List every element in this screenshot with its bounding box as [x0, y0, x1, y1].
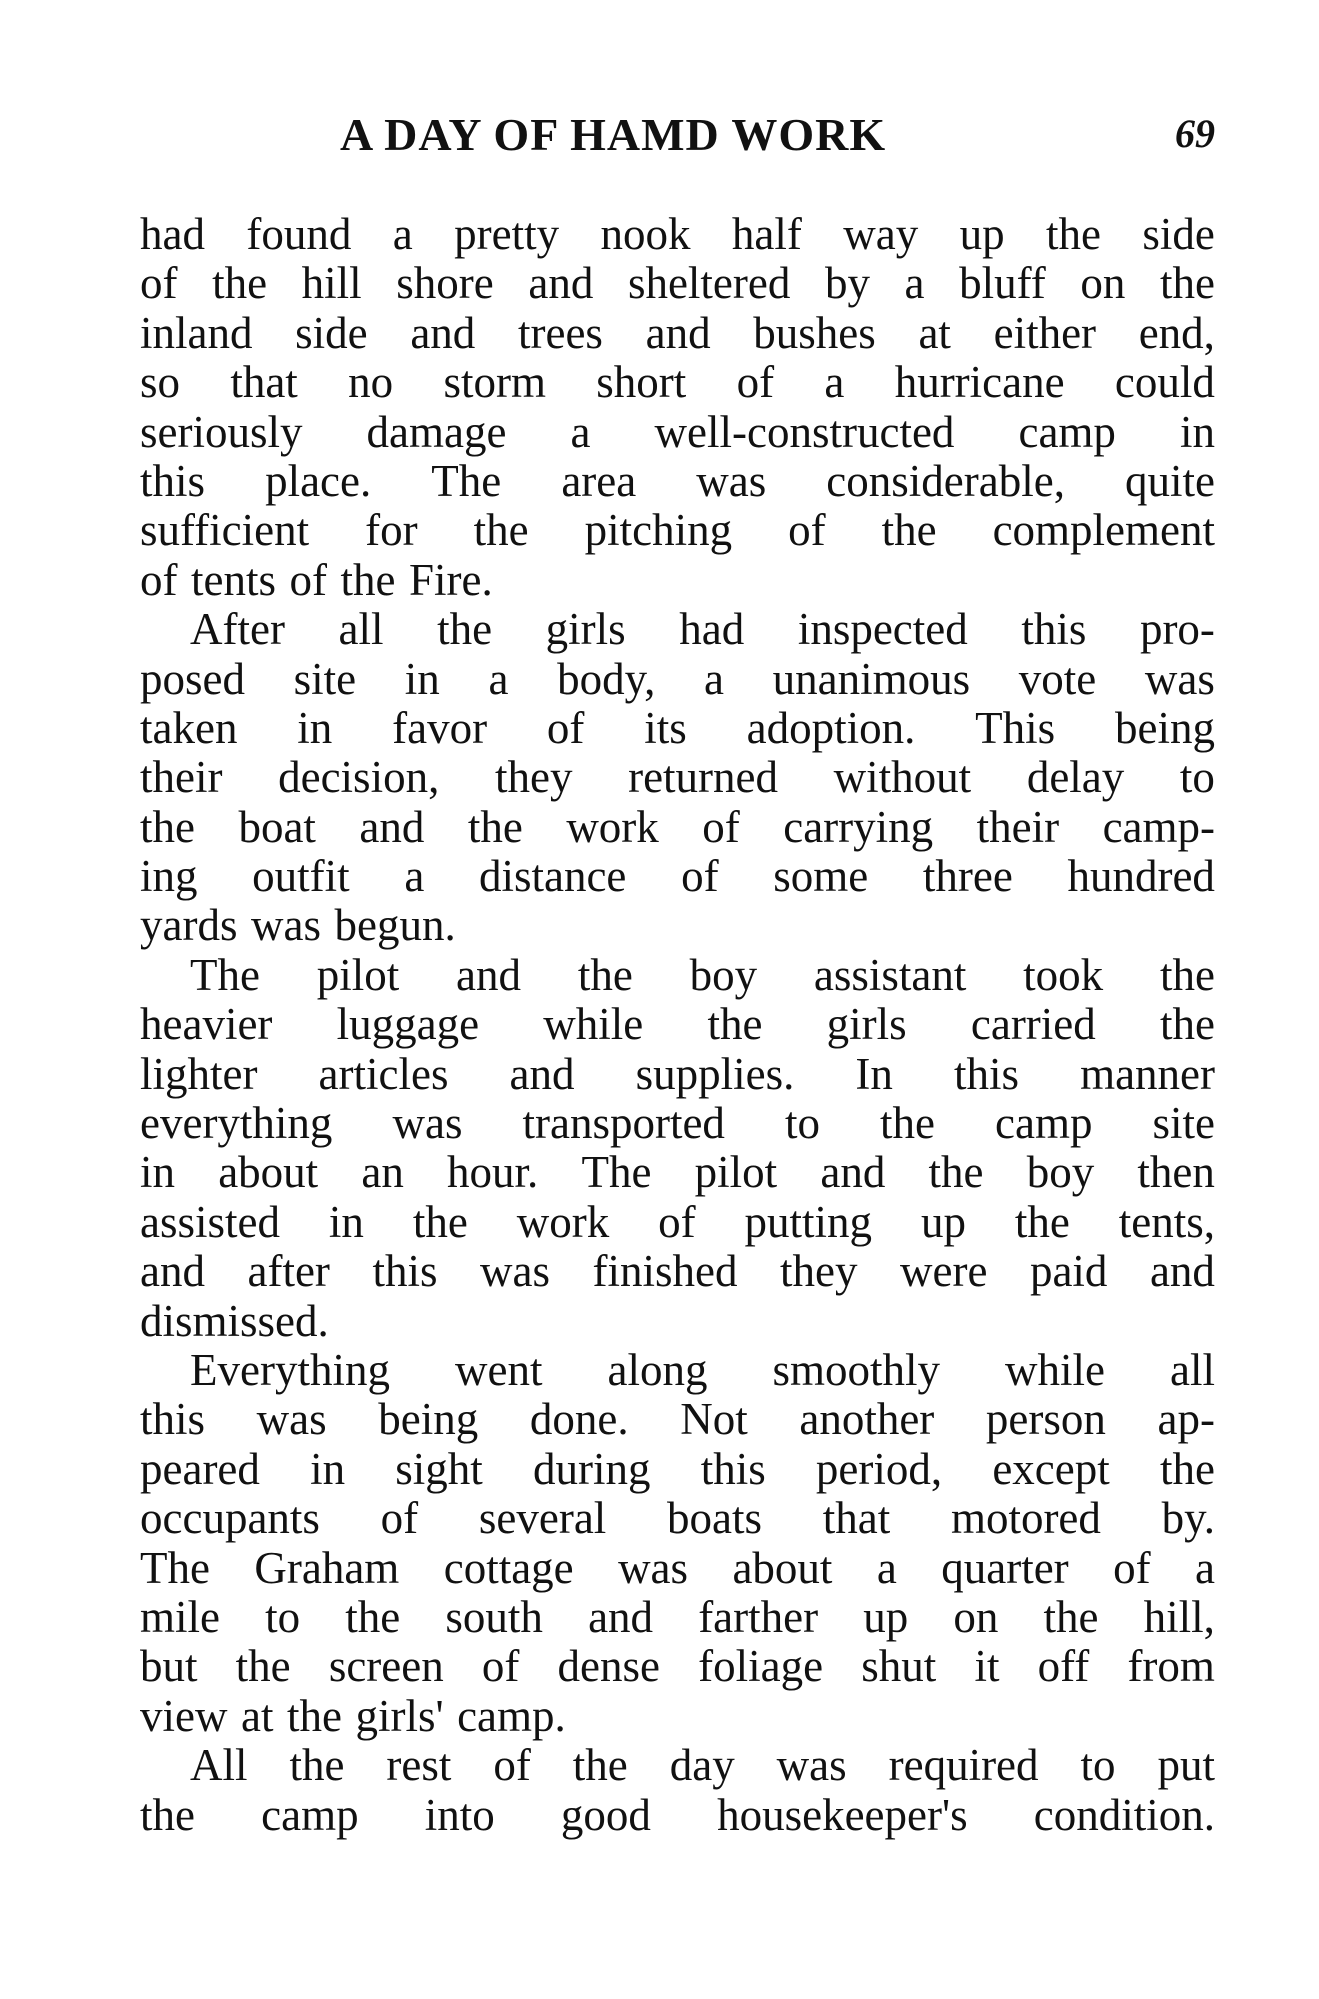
- word: shut: [861, 1641, 937, 1692]
- word: a: [404, 851, 425, 902]
- word: carried: [970, 999, 1096, 1050]
- word: by.: [1161, 1493, 1215, 1544]
- word: side: [295, 307, 368, 358]
- word: boy: [1026, 1147, 1095, 1198]
- word: trees: [517, 307, 603, 358]
- word: then: [1137, 1147, 1215, 1198]
- word: in: [140, 1147, 176, 1198]
- word: this: [372, 1246, 438, 1297]
- word: All: [190, 1740, 248, 1791]
- word: but: [140, 1641, 198, 1692]
- word: returned: [628, 752, 779, 803]
- word: it: [974, 1641, 1000, 1692]
- text-line: [140, 803, 1215, 852]
- word: the: [212, 258, 268, 309]
- word: luggage: [336, 999, 480, 1050]
- word: decision,: [278, 752, 440, 803]
- word: The: [190, 949, 260, 1000]
- word: the: [235, 1641, 291, 1692]
- word: and: [528, 258, 594, 309]
- word: the: [928, 1147, 984, 1198]
- word: of: [481, 1641, 520, 1692]
- word: this: [1021, 604, 1087, 655]
- word: hill,: [1143, 1591, 1215, 1642]
- word: quarter: [941, 1542, 1069, 1593]
- word: of: [140, 554, 178, 605]
- word: assistant: [813, 949, 967, 1000]
- word: posed: [140, 653, 245, 704]
- word: in: [1179, 406, 1215, 457]
- word: pro-: [1139, 604, 1215, 655]
- word: no: [348, 357, 394, 408]
- word: a: [876, 1542, 897, 1593]
- word: had: [679, 604, 745, 655]
- word: while: [1005, 1344, 1105, 1395]
- word: except: [992, 1443, 1110, 1494]
- word: in: [310, 1443, 346, 1494]
- word: an: [361, 1147, 404, 1198]
- word: the: [289, 1740, 345, 1791]
- word: in: [328, 1196, 364, 1247]
- word: site: [293, 653, 357, 704]
- word: and: [359, 801, 425, 852]
- word: while: [543, 999, 644, 1050]
- word: that: [230, 357, 298, 408]
- word: transported: [522, 1098, 725, 1149]
- word: camp: [261, 1789, 359, 1840]
- text-line: [140, 655, 1215, 704]
- word: well-constructed: [654, 406, 955, 457]
- word: its: [644, 702, 687, 753]
- word: girls: [545, 604, 626, 655]
- word: three: [922, 851, 1013, 902]
- text-line: [140, 1247, 1215, 1296]
- text-line: [140, 1642, 1215, 1691]
- word: the: [467, 801, 523, 852]
- word: after: [247, 1246, 330, 1297]
- word: side: [1142, 209, 1215, 259]
- word: of: [788, 505, 826, 556]
- text-line: [140, 951, 1215, 1000]
- word: yards: [140, 900, 238, 951]
- word: of: [702, 801, 740, 852]
- word: bluff: [959, 258, 1046, 309]
- word: up: [863, 1591, 909, 1642]
- word: girls': [355, 1690, 444, 1741]
- word: during: [533, 1443, 651, 1494]
- word: smoothly: [772, 1344, 940, 1395]
- word: everything: [140, 1098, 333, 1149]
- word: unanimous: [772, 653, 971, 704]
- word: that: [822, 1493, 891, 1544]
- word: up: [920, 1196, 966, 1247]
- text-line: [140, 1050, 1215, 1099]
- word: assisted: [140, 1196, 280, 1247]
- word: lighter: [140, 1048, 258, 1099]
- text-line: [140, 1445, 1215, 1494]
- word: off: [1037, 1641, 1090, 1692]
- text-line: [140, 1494, 1215, 1543]
- word: of: [380, 1493, 419, 1544]
- word: farther: [698, 1591, 819, 1642]
- word: place.: [265, 455, 372, 506]
- word: a: [392, 209, 413, 259]
- word: were: [899, 1246, 988, 1297]
- word: a: [1194, 1542, 1215, 1593]
- word: person: [985, 1394, 1106, 1445]
- word: some: [773, 851, 869, 902]
- word: and: [410, 307, 476, 358]
- word: distance: [478, 851, 627, 902]
- word: done.: [529, 1394, 629, 1445]
- word: half: [731, 209, 802, 259]
- word: in: [297, 702, 333, 753]
- word: vote: [1018, 653, 1097, 704]
- word: The: [431, 455, 502, 506]
- word: along: [607, 1344, 708, 1395]
- word: inspected: [797, 604, 968, 655]
- body-text: [140, 210, 1215, 1840]
- word: a: [704, 653, 725, 704]
- word: taken: [140, 702, 238, 753]
- text-line: [140, 1544, 1215, 1593]
- word: favor: [392, 702, 488, 753]
- word: work: [566, 801, 659, 852]
- text-line: [140, 1791, 1215, 1840]
- word: by: [824, 258, 870, 309]
- word: inland: [140, 307, 253, 358]
- word: dismissed.: [140, 1295, 329, 1346]
- word: a: [904, 258, 925, 309]
- word: mile: [140, 1591, 220, 1642]
- word: put: [1157, 1740, 1215, 1791]
- word: this: [700, 1443, 766, 1494]
- word: considerable,: [826, 455, 1065, 506]
- word: to: [1179, 752, 1215, 803]
- word: on: [953, 1591, 999, 1642]
- word: area: [561, 455, 637, 506]
- word: ing: [140, 851, 198, 902]
- word: occupants: [140, 1493, 320, 1544]
- word: the: [473, 505, 529, 556]
- text-line: [140, 1593, 1215, 1642]
- word: sufficient: [140, 505, 310, 556]
- word: In: [855, 1048, 893, 1099]
- text-line: [140, 1297, 1215, 1346]
- word: site: [1152, 1098, 1215, 1149]
- word: pilot: [316, 949, 400, 1000]
- word: tents: [191, 554, 276, 605]
- word: foliage: [698, 1641, 824, 1692]
- word: being: [378, 1394, 479, 1445]
- word: and: [820, 1147, 886, 1198]
- page-number: 69: [1175, 111, 1215, 156]
- word: the: [437, 604, 493, 655]
- word: found: [246, 209, 352, 259]
- word: this: [140, 455, 206, 506]
- word: hurricane: [894, 357, 1065, 408]
- word: hill: [301, 258, 362, 309]
- word: all: [338, 604, 384, 655]
- word: paid: [1029, 1246, 1108, 1297]
- word: to: [784, 1098, 820, 1149]
- word: was: [1144, 653, 1215, 704]
- word: was: [696, 455, 767, 506]
- word: the: [1159, 999, 1215, 1050]
- word: all: [1170, 1344, 1215, 1395]
- word: damage: [366, 406, 507, 457]
- word: into: [424, 1789, 495, 1840]
- word: sheltered: [627, 258, 791, 309]
- word: of: [493, 1740, 531, 1791]
- word: articles: [318, 1048, 449, 1099]
- word: camp: [995, 1098, 1093, 1149]
- word: to: [265, 1591, 301, 1642]
- word: Not: [680, 1394, 748, 1445]
- word: was: [776, 1740, 847, 1791]
- word: good: [560, 1789, 651, 1840]
- word: short: [596, 357, 687, 408]
- word: pitching: [584, 505, 733, 556]
- word: the: [1159, 1443, 1215, 1494]
- word: shore: [396, 258, 494, 309]
- word: body,: [557, 653, 656, 704]
- word: required: [888, 1740, 1039, 1791]
- word: carrying: [783, 801, 934, 852]
- word: south: [445, 1591, 543, 1642]
- word: girls: [826, 999, 907, 1050]
- word: was: [479, 1246, 550, 1297]
- word: condition.: [1033, 1789, 1215, 1840]
- word: could: [1114, 357, 1215, 408]
- word: After: [190, 604, 285, 655]
- word: so: [140, 357, 181, 408]
- word: was: [256, 1394, 327, 1445]
- running-title: A DAY OF HAMD WORK: [340, 109, 887, 160]
- word: way: [843, 209, 919, 259]
- word: storm: [443, 357, 546, 408]
- word: period,: [815, 1443, 943, 1494]
- word: the: [707, 999, 763, 1050]
- word: they: [779, 1246, 858, 1297]
- word: motored: [950, 1493, 1101, 1544]
- word: nook: [600, 209, 691, 259]
- text-line: [140, 259, 1215, 308]
- word: Everything: [190, 1344, 390, 1395]
- word: either: [993, 307, 1097, 358]
- word: peared: [140, 1443, 260, 1494]
- word: screen: [328, 1641, 444, 1692]
- word: dense: [557, 1641, 661, 1692]
- word: the: [340, 554, 396, 605]
- text-line: [140, 1148, 1215, 1197]
- word: about: [218, 1147, 319, 1198]
- word: for: [365, 505, 418, 556]
- word: hour.: [447, 1147, 539, 1198]
- text-line: [140, 408, 1215, 457]
- word: and: [509, 1048, 575, 1099]
- text-line: [140, 1346, 1215, 1395]
- word: and: [456, 949, 522, 1000]
- text-line: [140, 210, 1215, 259]
- word: view: [140, 1690, 228, 1741]
- word: of: [658, 1196, 696, 1247]
- word: seriously: [140, 406, 303, 457]
- word: of: [736, 357, 775, 408]
- text-line: [140, 1099, 1215, 1148]
- word: the: [881, 505, 937, 556]
- word: the: [412, 1196, 468, 1247]
- word: went: [454, 1344, 543, 1395]
- word: of: [140, 258, 178, 309]
- word: was: [392, 1098, 463, 1149]
- word: a: [570, 406, 591, 457]
- word: day: [669, 1740, 735, 1791]
- word: the: [140, 1789, 195, 1840]
- word: about: [732, 1542, 833, 1593]
- word: ap-: [1157, 1394, 1215, 1445]
- word: took: [1023, 949, 1104, 1000]
- word: Fire.: [408, 554, 493, 605]
- word: to: [1080, 1740, 1116, 1791]
- word: from: [1127, 1641, 1215, 1692]
- word: the: [1159, 258, 1215, 309]
- word: and: [1149, 1246, 1215, 1297]
- text-line: [140, 309, 1215, 358]
- text-line: [140, 1395, 1215, 1444]
- word: This: [975, 702, 1056, 753]
- word: several: [478, 1493, 607, 1544]
- word: camp-: [1102, 801, 1215, 852]
- word: The: [581, 1147, 652, 1198]
- word: quite: [1125, 455, 1215, 506]
- word: was: [250, 900, 321, 951]
- text-line: [140, 852, 1215, 901]
- word: the: [140, 801, 195, 852]
- word: of: [546, 702, 585, 753]
- word: the: [572, 1740, 628, 1791]
- word: the: [1159, 949, 1215, 1000]
- word: boats: [667, 1493, 763, 1544]
- word: their: [140, 752, 223, 803]
- word: adoption.: [746, 702, 916, 753]
- word: heavier: [140, 999, 273, 1050]
- word: at: [918, 307, 951, 358]
- word: being: [1115, 702, 1215, 753]
- word: a: [824, 357, 845, 408]
- word: in: [404, 653, 440, 704]
- word: they: [494, 752, 573, 803]
- word: this: [953, 1048, 1019, 1099]
- text-line: [140, 556, 1215, 605]
- text-line: [140, 901, 1215, 950]
- word: work: [516, 1196, 610, 1247]
- word: complement: [992, 505, 1215, 556]
- word: Graham: [254, 1542, 400, 1593]
- word: the: [1014, 1196, 1070, 1247]
- word: of: [1113, 1542, 1151, 1593]
- word: manner: [1080, 1048, 1215, 1099]
- word: their: [976, 801, 1060, 852]
- word: putting: [744, 1196, 873, 1247]
- word: the: [577, 949, 633, 1000]
- word: The: [140, 1542, 210, 1593]
- word: the: [345, 1591, 401, 1642]
- word: begun.: [334, 900, 456, 951]
- text-line: [140, 605, 1215, 654]
- word: cottage: [443, 1542, 574, 1593]
- text-line: [140, 457, 1215, 506]
- word: camp: [1018, 406, 1116, 457]
- text-line: [140, 1198, 1215, 1247]
- text-line: [140, 1741, 1215, 1790]
- word: this: [140, 1394, 206, 1445]
- word: end,: [1138, 307, 1215, 358]
- word: camp.: [457, 1690, 566, 1741]
- word: finished: [592, 1246, 738, 1297]
- word: the: [286, 1690, 342, 1741]
- text-line: [140, 704, 1215, 753]
- text-line: [140, 1692, 1215, 1741]
- word: and: [140, 1246, 205, 1297]
- word: on: [1080, 258, 1126, 309]
- word: the: [880, 1098, 935, 1149]
- word: up: [959, 209, 1005, 259]
- word: supplies.: [635, 1048, 795, 1099]
- word: outfit: [252, 851, 350, 902]
- text-line: [140, 506, 1215, 555]
- word: hundred: [1067, 851, 1215, 902]
- word: was: [618, 1542, 689, 1593]
- word: housekeeper's: [717, 1789, 968, 1840]
- page-header: [140, 100, 1215, 170]
- word: pilot: [694, 1147, 778, 1198]
- word: a: [488, 653, 509, 704]
- word: had: [140, 209, 205, 259]
- word: boat: [238, 801, 316, 852]
- word: of: [289, 554, 327, 605]
- word: at: [240, 1690, 274, 1741]
- word: rest: [386, 1740, 452, 1791]
- word: of: [681, 851, 719, 902]
- text-line: [140, 1000, 1215, 1049]
- text-line: [140, 753, 1215, 802]
- word: the: [1046, 209, 1101, 259]
- word: another: [799, 1394, 935, 1445]
- word: sight: [395, 1443, 483, 1494]
- text-line: [140, 358, 1215, 407]
- word: without: [833, 752, 972, 803]
- word: pretty: [454, 209, 560, 259]
- word: tents,: [1118, 1196, 1215, 1247]
- word: boy: [689, 949, 758, 1000]
- word: delay: [1026, 752, 1125, 803]
- word: and: [588, 1591, 654, 1642]
- word: and: [645, 307, 711, 358]
- word: the: [1043, 1591, 1099, 1642]
- word: bushes: [753, 307, 876, 358]
